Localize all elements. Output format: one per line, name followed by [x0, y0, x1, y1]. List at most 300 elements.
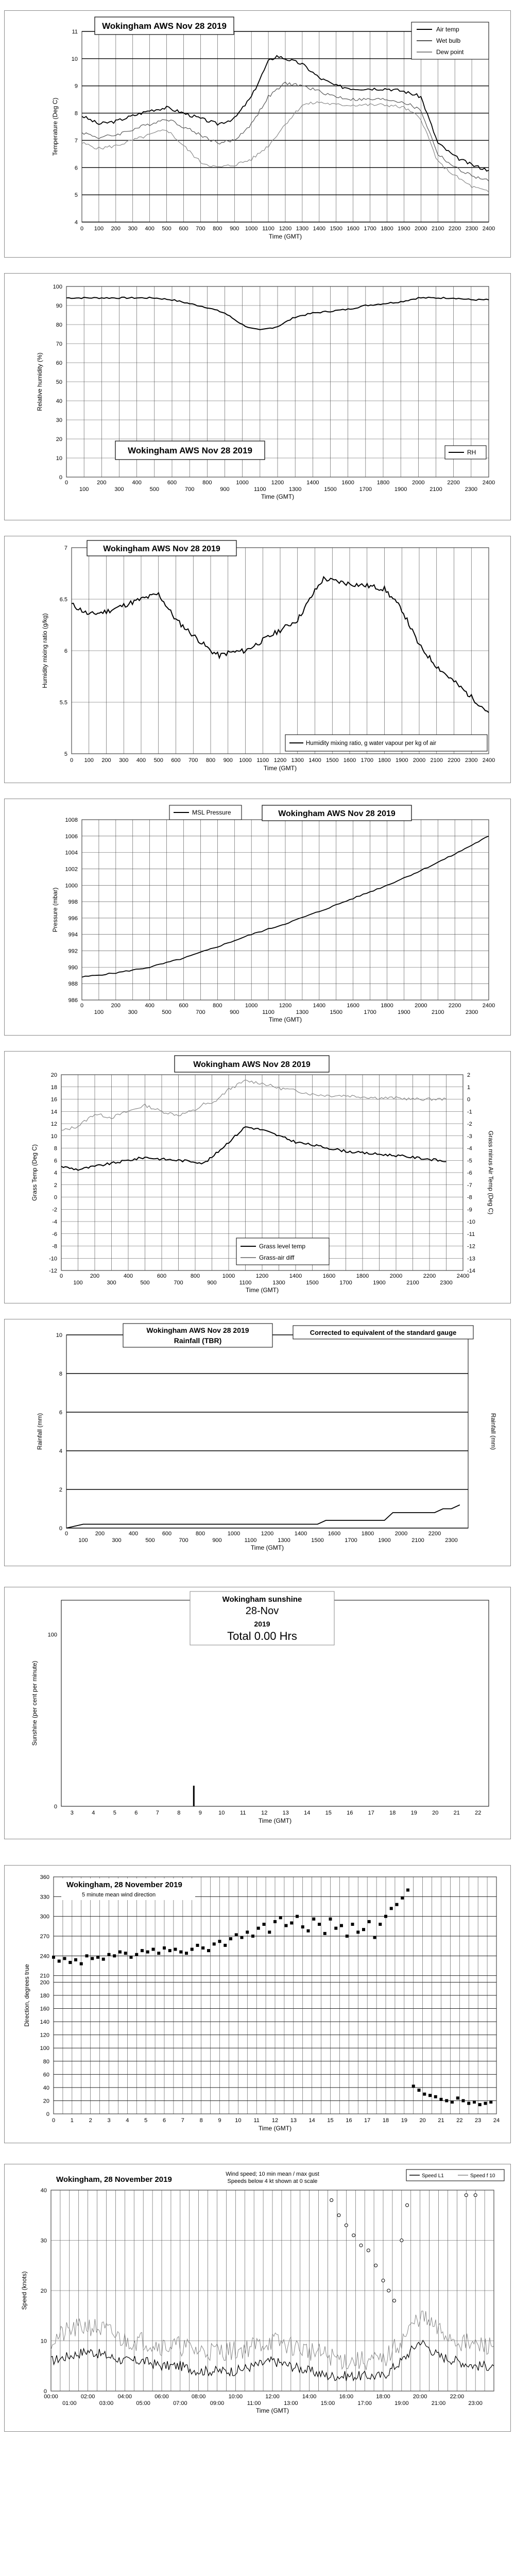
x-tick-label: 18:00 — [376, 2394, 390, 2400]
wind-direction-point — [273, 1920, 277, 1923]
y-tick-label: 14 — [50, 1109, 57, 1115]
x-axis-label: Time (GMT) — [258, 2125, 292, 2132]
chart-title: Wokingham AWS Nov 28 2019 — [128, 446, 252, 456]
x-axis-label: Time (GMT) — [250, 1544, 284, 1551]
x-tick-label: 20 — [432, 1810, 439, 1816]
chart-title: Wokingham AWS Nov 28 2019 — [103, 544, 220, 553]
y-tick-label: 998 — [68, 899, 78, 906]
x-tick-label: 13 — [290, 2117, 297, 2124]
x-tick-label: 900 — [223, 757, 233, 764]
x-tick-label: 02:00 — [80, 2394, 95, 2400]
x-tick-label: 600 — [179, 226, 188, 232]
x-tick-label: 1200 — [261, 1531, 274, 1537]
y-tick-label: 1002 — [65, 866, 78, 873]
legend-label: Speed L1 — [422, 2173, 444, 2179]
x-axis-label: Time (GMT) — [263, 765, 297, 772]
x-tick-label: 15:00 — [320, 2400, 335, 2406]
x-tick-label: 11 — [240, 1810, 246, 1816]
x-tick-label: 0 — [80, 226, 84, 232]
wind-direction-point — [467, 2102, 470, 2105]
x-tick-label: 12:00 — [265, 2394, 280, 2400]
x-tick-label: 4 — [126, 2117, 129, 2124]
x-tick-label: 100 — [79, 486, 89, 493]
wind-direction-point — [401, 1896, 404, 1900]
wind-direction-point — [74, 1958, 77, 1961]
y-right-tick-label: -6 — [467, 1170, 472, 1176]
wind-direction-point — [329, 1918, 332, 1921]
x-tick-label: 1400 — [306, 480, 319, 486]
gust-point — [465, 2194, 468, 2197]
x-tick-label: 03:00 — [99, 2400, 114, 2406]
x-tick-label: 100 — [94, 1009, 104, 1015]
y-right-tick-label: -13 — [467, 1256, 475, 1262]
y-tick-label: 6 — [54, 1158, 57, 1164]
chart-title: Wokingham AWS Nov 28 2019 — [278, 809, 396, 818]
wind-direction-point — [268, 1930, 271, 1934]
x-tick-label: 01:00 — [62, 2400, 77, 2406]
wind-direction-point — [445, 2099, 448, 2102]
x-tick-label: 1700 — [345, 1537, 357, 1544]
x-tick-label: 800 — [195, 1531, 205, 1537]
y-tick-label: 2 — [59, 1487, 62, 1493]
x-tick-label: 500 — [140, 1280, 150, 1286]
y-tick-label: 180 — [40, 1993, 49, 1999]
wind-direction-point — [451, 2100, 454, 2104]
wind-direction-point — [423, 2093, 426, 2096]
mixing-ratio-chart-svg — [5, 536, 511, 784]
y-right-tick-label: -1 — [467, 1109, 472, 1115]
x-tick-label: 0 — [80, 1003, 84, 1009]
x-tick-label: 1300 — [278, 1537, 290, 1544]
x-tick-label: 3 — [70, 1810, 74, 1816]
x-tick-label: 700 — [196, 226, 205, 232]
wind-direction-point — [257, 1927, 260, 1930]
sunshine-chart-svg — [5, 1587, 511, 1840]
x-tick-label: 1500 — [326, 757, 339, 764]
gust-point — [387, 2289, 390, 2292]
x-tick-label: 00:00 — [44, 2394, 58, 2400]
wind-direction-chart — [4, 1865, 511, 2143]
x-tick-label: 11 — [253, 2117, 260, 2124]
y-tick-label: 20 — [43, 2098, 49, 2105]
x-tick-label: 1000 — [245, 226, 258, 232]
x-tick-label: 2000 — [415, 1003, 427, 1009]
y-tick-label: 140 — [40, 2019, 49, 2026]
gust-point — [345, 2224, 348, 2227]
wind-direction-point — [235, 1933, 238, 1936]
wind-direction-point — [312, 1918, 315, 1921]
wind-direction-point — [418, 2089, 421, 2092]
x-tick-label: 2000 — [415, 226, 427, 232]
y-axis-label: Temperature (Deg C) — [52, 97, 59, 156]
y-tick-label: -4 — [52, 1219, 57, 1225]
pressure-chart — [4, 799, 511, 1036]
wind-direction-point — [346, 1935, 349, 1938]
temperature-chart — [4, 10, 511, 258]
x-tick-label: 21:00 — [431, 2400, 446, 2406]
x-tick-label: 1600 — [322, 1273, 336, 1279]
x-tick-label: 2200 — [423, 1273, 436, 1279]
wind-direction-point — [484, 2102, 487, 2105]
x-tick-label: 2200 — [447, 480, 460, 486]
x-tick-label: 1600 — [343, 757, 356, 764]
y-right-tick-label: -4 — [467, 1145, 472, 1152]
x-tick-label: 100 — [94, 226, 104, 232]
x-tick-label: 1800 — [381, 1003, 393, 1009]
x-tick-label: 1100 — [256, 757, 269, 764]
gust-point — [330, 2199, 333, 2202]
x-tick-label: 300 — [112, 1537, 122, 1544]
sunshine-chart — [4, 1587, 511, 1839]
gust-point — [359, 2244, 363, 2247]
chart-year: 2019 — [254, 1620, 270, 1628]
legend-label: RH — [467, 449, 476, 456]
gust-point — [474, 2194, 477, 2197]
wind-direction-point — [113, 1954, 116, 1957]
x-tick-label: 0 — [52, 2117, 56, 2124]
wind-direction-point — [124, 1952, 127, 1955]
legend-label: Dew point — [436, 48, 464, 56]
x-tick-label: 2300 — [465, 757, 478, 764]
y-right-tick-label: -9 — [467, 1207, 472, 1213]
wind-direction-point — [406, 1889, 409, 1892]
x-tick-label: 1700 — [360, 757, 373, 764]
x-tick-label: 0 — [59, 1273, 63, 1279]
wind-direction-chart-svg — [5, 1866, 511, 2144]
y-axis-label: Grass Temp (Deg C) — [31, 1144, 38, 1201]
y-tick-label: 20 — [40, 2288, 47, 2294]
x-tick-label: 15 — [325, 1810, 332, 1816]
x-tick-label: 2400 — [482, 1003, 495, 1009]
x-tick-label: 100 — [84, 757, 94, 764]
x-tick-label: 2000 — [394, 1531, 408, 1537]
wind-direction-point — [334, 1927, 337, 1930]
y-tick-label: 16 — [50, 1096, 57, 1103]
wind-direction-point — [163, 1946, 166, 1950]
y-tick-label: 4 — [74, 219, 78, 226]
wind-direction-point — [168, 1949, 171, 1952]
y-right-axis-label: Rainfall (mm) — [490, 1413, 497, 1450]
y-axis-label: Sunshine (per cent per minute) — [31, 1660, 38, 1746]
y-tick-label: 90 — [56, 303, 62, 309]
x-tick-label: 2200 — [448, 757, 460, 764]
x-tick-label: 1300 — [296, 226, 309, 232]
y-tick-label: 9 — [74, 83, 78, 90]
x-tick-label: 600 — [171, 757, 181, 764]
x-tick-label: 4 — [92, 1810, 95, 1816]
x-tick-label: 1200 — [271, 480, 284, 486]
x-tick-label: 700 — [184, 486, 195, 493]
gust-point — [406, 2204, 409, 2207]
x-tick-label: 400 — [145, 1003, 154, 1009]
y-tick-label: 80 — [43, 2058, 49, 2065]
y-tick-label: 4 — [54, 1170, 57, 1176]
x-tick-label: 3 — [107, 2117, 111, 2124]
wind-direction-point — [229, 1937, 232, 1940]
y-right-tick-label: -11 — [467, 1231, 475, 1238]
y-axis-label: Speed (knots) — [21, 2271, 28, 2310]
x-tick-label: 400 — [145, 226, 154, 232]
wind-direction-point — [307, 1929, 310, 1933]
humidity-chart — [4, 273, 511, 520]
chart-subtitle: Rainfall (TBR) — [174, 1336, 222, 1345]
wind-direction-point — [58, 1960, 61, 1963]
y-tick-label: 10 — [71, 56, 78, 62]
x-tick-label: 2000 — [413, 757, 426, 764]
wind-direction-point — [146, 1951, 149, 1954]
x-tick-label: 2300 — [445, 1537, 458, 1544]
wind-direction-point — [96, 1956, 99, 1959]
x-tick-label: 9 — [198, 1810, 202, 1816]
x-tick-label: 1500 — [311, 1537, 324, 1544]
x-tick-label: 16 — [346, 2117, 352, 2124]
x-tick-label: 1000 — [245, 1003, 258, 1009]
x-tick-label: 22 — [475, 1810, 482, 1816]
x-tick-label: 2400 — [482, 226, 495, 232]
x-tick-label: 2300 — [465, 486, 478, 493]
x-tick-label: 700 — [174, 1280, 183, 1286]
y-tick-label: 996 — [68, 915, 78, 922]
wind-direction-point — [362, 1928, 365, 1931]
wind-speed-chart — [4, 2164, 511, 2432]
x-tick-label: 14:00 — [302, 2394, 317, 2400]
y-tick-label: 990 — [68, 964, 78, 971]
y-tick-label: 0 — [54, 1804, 57, 1810]
x-tick-label: 0 — [64, 1531, 68, 1537]
wind-direction-point — [290, 1921, 293, 1924]
x-tick-label: 19 — [410, 1810, 417, 1816]
x-tick-label: 200 — [97, 480, 107, 486]
x-tick-label: 12 — [261, 1810, 268, 1816]
x-axis-label: Time (GMT) — [258, 1817, 292, 1824]
x-tick-label: 1900 — [394, 486, 407, 493]
x-tick-label: 1100 — [244, 1537, 257, 1544]
wind-direction-point — [428, 2094, 432, 2097]
x-tick-label: 18 — [382, 2117, 389, 2124]
wind-direction-point — [489, 2100, 492, 2104]
x-tick-label: 13 — [282, 1810, 289, 1816]
x-tick-label: 2000 — [412, 480, 425, 486]
x-tick-label: 900 — [212, 1537, 222, 1544]
x-tick-label: 900 — [230, 1009, 239, 1015]
x-tick-label: 2100 — [432, 1009, 444, 1015]
y-tick-label: 100 — [47, 1632, 57, 1638]
wind-direction-point — [412, 2084, 415, 2088]
wind-direction-point — [390, 1907, 393, 1910]
wind-direction-point — [462, 2099, 465, 2102]
x-tick-label: 2300 — [465, 226, 478, 232]
x-tick-label: 400 — [128, 1531, 139, 1537]
y-right-tick-label: 2 — [467, 1072, 471, 1078]
chart-subtitle-2: Speeds below 4 kt shown at 0 scale — [227, 2178, 318, 2184]
y-tick-label: 7 — [64, 545, 67, 551]
legend-label: Humidity mixing ratio, g water vapour per kg of air — [306, 740, 437, 747]
x-tick-label: 5 — [113, 1810, 116, 1816]
y-tick-label: 10 — [56, 1332, 62, 1338]
y-tick-label: 10 — [56, 455, 62, 462]
y-right-tick-label: 1 — [467, 1084, 471, 1091]
x-tick-label: 2100 — [430, 486, 442, 493]
y-tick-label: 30 — [56, 417, 62, 423]
x-tick-label: 2100 — [406, 1280, 419, 1286]
y-tick-label: 10 — [40, 2338, 47, 2345]
x-tick-label: 2400 — [482, 480, 495, 486]
x-tick-label: 100 — [78, 1537, 88, 1544]
y-tick-label: 0 — [59, 1526, 62, 1532]
x-tick-label: 1400 — [313, 1003, 326, 1009]
wind-direction-point — [91, 1957, 94, 1960]
x-tick-label: 300 — [128, 226, 138, 232]
wind-direction-point — [130, 1956, 133, 1959]
wind-direction-point — [63, 1957, 66, 1960]
rainfall-chart-svg — [5, 1319, 511, 1567]
x-tick-label: 200 — [101, 757, 111, 764]
x-tick-label: 300 — [107, 1280, 116, 1286]
wind-direction-point — [434, 2095, 437, 2098]
x-tick-label: 16:00 — [339, 2394, 354, 2400]
y-right-tick-label: -8 — [467, 1194, 472, 1201]
x-tick-label: 200 — [95, 1531, 105, 1537]
x-tick-label: 1700 — [339, 1280, 352, 1286]
x-tick-label: 800 — [205, 757, 216, 764]
wind-direction-point — [102, 1958, 105, 1961]
wind-direction-point — [384, 1915, 387, 1918]
y-axis-label: Relative humidity (%) — [36, 352, 43, 411]
y-tick-label: 80 — [56, 322, 62, 328]
x-tick-label: 2300 — [465, 1009, 478, 1015]
y-tick-label: 240 — [40, 1953, 49, 1960]
y-axis-label: Rainfall (mm) — [36, 1413, 43, 1450]
x-tick-label: 09:00 — [210, 2400, 225, 2406]
wind-direction-point — [478, 2103, 482, 2106]
x-tick-label: 19:00 — [394, 2400, 409, 2406]
wind-direction-point — [356, 1930, 359, 1934]
x-tick-label: 04:00 — [117, 2394, 132, 2400]
y-tick-label: -10 — [49, 1256, 57, 1262]
y-tick-label: 0 — [46, 2111, 49, 2117]
x-tick-label: 9 — [218, 2117, 221, 2124]
x-tick-label: 700 — [196, 1009, 205, 1015]
wind-direction-point — [318, 1923, 321, 1926]
wind-direction-point — [368, 1920, 371, 1923]
y-right-tick-label: -3 — [467, 1133, 472, 1140]
y-tick-label: 100 — [53, 284, 62, 290]
wind-direction-point — [185, 1952, 188, 1955]
legend-label: MSL Pressure — [192, 809, 231, 816]
x-tick-label: 1800 — [361, 1531, 374, 1537]
x-tick-label: 2100 — [430, 757, 443, 764]
y-tick-label: 18 — [50, 1084, 57, 1091]
wind-direction-point — [108, 1953, 111, 1956]
x-tick-label: 0 — [64, 480, 68, 486]
y-tick-label: 6.5 — [59, 597, 67, 603]
x-tick-label: 08:00 — [191, 2394, 206, 2400]
annotation-text: Corrected to equivalent of the standard gauge — [310, 1329, 457, 1336]
wind-direction-point — [251, 1935, 254, 1938]
x-tick-label: 800 — [190, 1273, 200, 1279]
sunshine-bar — [193, 1786, 195, 1806]
x-tick-label: 400 — [132, 480, 142, 486]
chart-title: Wokingham AWS Nov 28 2019 — [102, 21, 227, 31]
x-tick-label: 17:00 — [357, 2400, 372, 2406]
y-axis-label: Pressure (mbar) — [52, 887, 59, 933]
wind-direction-point — [196, 1944, 199, 1947]
x-tick-label: 700 — [188, 757, 198, 764]
x-tick-label: 1400 — [294, 1531, 307, 1537]
y-tick-label: 40 — [56, 398, 62, 404]
y-tick-label: 994 — [68, 931, 78, 938]
x-tick-label: 8 — [199, 2117, 203, 2124]
humidity-chart-svg — [5, 274, 511, 521]
x-tick-label: 11:00 — [247, 2400, 261, 2406]
y-tick-label: 210 — [40, 1973, 49, 1979]
y-tick-label: 330 — [40, 1894, 49, 1901]
temperature-chart-svg — [5, 11, 511, 258]
chart-title: Wokingham sunshine — [222, 1595, 302, 1604]
y-tick-label: 30 — [40, 2238, 47, 2244]
x-tick-label: 1500 — [330, 1009, 342, 1015]
x-tick-label: 300 — [114, 486, 124, 493]
x-tick-label: 1900 — [378, 1537, 391, 1544]
x-tick-label: 400 — [136, 757, 146, 764]
y-tick-label: 0 — [59, 474, 62, 481]
x-tick-label: 1900 — [398, 226, 410, 232]
y-tick-label: 40 — [43, 2084, 49, 2091]
y-tick-label: -12 — [49, 1268, 57, 1274]
y-right-tick-label: -5 — [467, 1158, 472, 1164]
gust-point — [367, 2249, 370, 2252]
x-tick-label: 1800 — [378, 757, 391, 764]
x-tick-label: 24 — [493, 2117, 500, 2124]
wind-speed-chart-svg — [5, 2164, 511, 2432]
y-tick-label: 50 — [56, 379, 62, 385]
x-tick-label: 1 — [70, 2117, 74, 2124]
x-tick-label: 200 — [90, 1273, 100, 1279]
x-tick-label: 18 — [389, 1810, 396, 1816]
x-tick-label: 1800 — [376, 480, 390, 486]
gust-point — [352, 2234, 355, 2237]
chart-subtitle: Wind speed; 10 min mean / max gust — [226, 2171, 319, 2177]
x-tick-label: 1300 — [296, 1009, 309, 1015]
x-tick-label: 14 — [308, 2117, 315, 2124]
x-tick-label: 800 — [202, 480, 212, 486]
x-tick-label: 1100 — [239, 1280, 252, 1286]
x-tick-label: 100 — [73, 1280, 83, 1286]
wind-direction-point — [174, 1948, 177, 1951]
x-tick-label: 1700 — [359, 486, 372, 493]
wind-direction-point — [213, 1942, 216, 1945]
legend-label: Air temp — [436, 26, 459, 33]
y-right-tick-label: -12 — [467, 1243, 475, 1250]
x-tick-label: 1100 — [254, 486, 266, 493]
x-tick-label: 900 — [207, 1280, 217, 1286]
x-tick-label: 1500 — [306, 1280, 319, 1286]
y-tick-label: 0 — [54, 1194, 57, 1201]
x-tick-label: 300 — [119, 757, 129, 764]
y-tick-label: 1000 — [65, 883, 78, 889]
wind-direction-point — [201, 1946, 204, 1950]
pressure-chart-svg — [5, 799, 511, 1036]
x-tick-label: 07:00 — [173, 2400, 187, 2406]
legend-label: Wet bulb — [436, 37, 461, 44]
wind-direction-point — [379, 1923, 382, 1926]
x-tick-label: 2400 — [482, 757, 495, 764]
chart-title: Wokingham AWS Nov 28 2019 — [193, 1060, 311, 1069]
y-tick-label: 60 — [56, 360, 62, 366]
wind-direction-point — [396, 1903, 399, 1906]
x-tick-label: 500 — [145, 1537, 155, 1544]
legend-label: Speed f 10 — [470, 2173, 495, 2179]
